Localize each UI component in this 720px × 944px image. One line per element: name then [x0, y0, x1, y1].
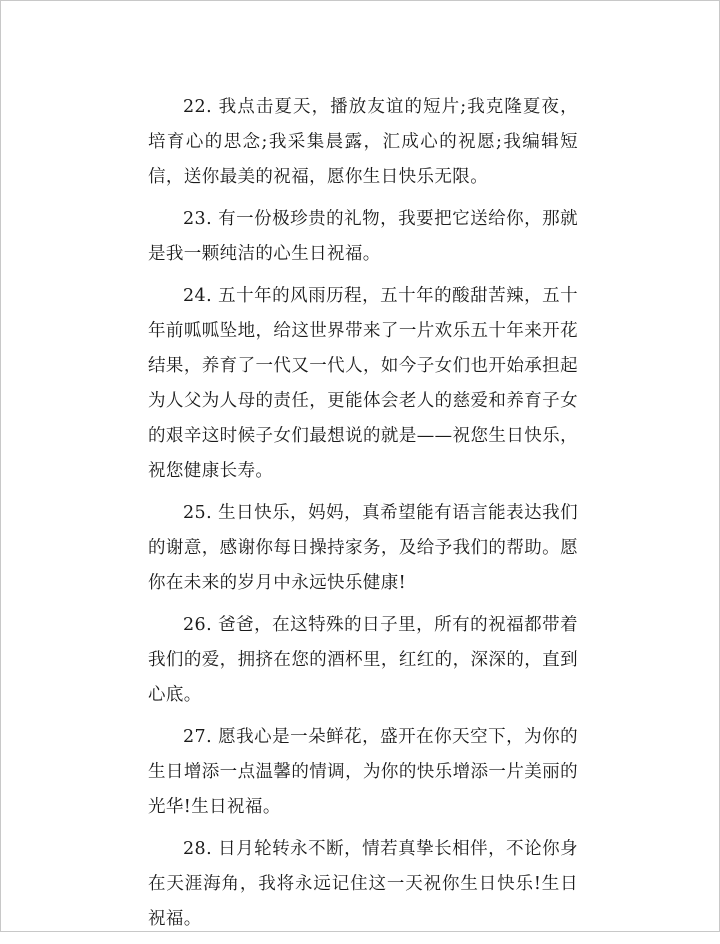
paragraph-26: 26. 爸爸，在这特殊的日子里，所有的祝福都带着我们的爱，拥挤在您的酒杯里，红红的，深深的，直到心底。 — [148, 615, 578, 705]
paragraph-27: 27. 愿我心是一朵鲜花，盛开在你天空下，为你的生日增添一点温馨的情调，为你的快乐增添一片美丽的光华!生日祝福。 — [148, 727, 578, 817]
paragraph-28: 28. 日月轮转永不断，情若真挚长相伴，不论你身在天涯海角，我将永远记住这一天祝你生日快乐!生日祝福。 — [148, 839, 578, 929]
paragraph-23: 23. 有一份极珍贵的礼物，我要把它送给你，那就是我一颗纯洁的心生日祝福。 — [148, 209, 578, 264]
paragraph-22: 22. 我点击夏天，播放友谊的短片;我克隆夏夜，培育心的思念;我采集晨露，汇成心的祝愿;我编辑短信，送你最美的祝福，愿你生日快乐无限。 — [148, 97, 578, 187]
document-body — [148, 90, 578, 944]
paragraph-25: 25. 生日快乐，妈妈，真希望能有语言能表达我们的谢意，感谢你每日操持家务，及给予我们的帮助。愿你在未来的岁月中永远快乐健康! — [148, 503, 578, 593]
paragraph-24: 24. 五十年的风雨历程，五十年的酸甜苦辣，五十年前呱呱坠地，给这世界带来了一片欢乐五十年来开花结果，养育了一代又一代人，如今子女们也开始承担起为人父为人母的责任，更能体会老人的慈爱和养育子女的艰辛这时候子女们最想说的就是——祝您生日快乐，祝您健康长寿。 — [148, 286, 578, 481]
